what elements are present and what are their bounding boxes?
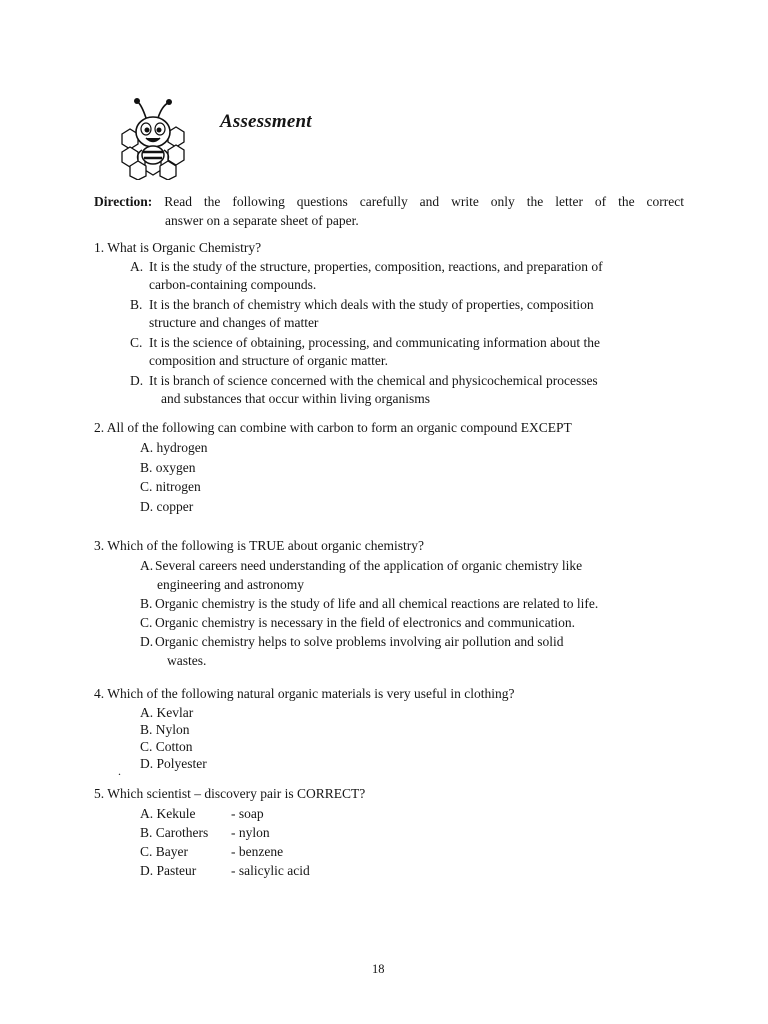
page-title: Assessment [220, 111, 312, 132]
option-b [140, 594, 684, 613]
option-text: nitrogen [155, 479, 201, 494]
option-a [130, 258, 684, 294]
question-4 [94, 684, 684, 772]
option-text: Nylon [155, 722, 190, 737]
option-text: hydrogen [156, 440, 208, 455]
option-text: copper [156, 498, 194, 514]
page-number: 18 [372, 962, 385, 976]
option-letter: B. [130, 297, 143, 312]
option-a [140, 804, 684, 823]
option-text: oxygen [155, 459, 196, 475]
option-d [130, 372, 684, 408]
option-letter: D. [130, 373, 144, 388]
question-stem: 4. Which of the following natural organic materials is very useful in clothing? [94, 686, 515, 701]
direction-label: Direction: [94, 194, 153, 209]
direction-text-1: Read the following questions carefully and write only the letter of the correct [164, 194, 685, 209]
option-text: Organic chemistry helps to solve problems involving air pollution and solid [155, 634, 564, 649]
option-letter: C. [140, 615, 153, 630]
option-c [140, 477, 684, 497]
option-text: It is the science of obtaining, processing, and communicating information about the [149, 335, 601, 350]
option-text: Organic chemistry is necessary in the field of electronics and communication. [155, 615, 575, 630]
option-text-continued: structure and changes of matter [149, 315, 319, 330]
option-letter: C. [140, 479, 153, 494]
option-text-continued: and substances that occur within living organisms [161, 391, 430, 406]
option-text-continued: engineering and astronomy [157, 577, 304, 592]
option-c [140, 738, 684, 755]
option-d [140, 632, 684, 670]
option-letter: A. [140, 558, 154, 573]
discovery-text: - benzene [231, 844, 284, 859]
scientist-name: Pasteur [156, 863, 197, 878]
option-letter: A. [140, 806, 154, 821]
option-b [140, 458, 684, 478]
option-letter: B. [140, 722, 153, 737]
question-stem: 2. All of the following can combine with carbon to form an organic compound EXCEPT [94, 420, 572, 435]
option-c [140, 613, 684, 632]
option-letter: C. [140, 844, 153, 859]
scientist-name: Carothers [155, 825, 209, 840]
question-3 [94, 536, 684, 670]
option-text: Polyester [156, 756, 207, 771]
option-letter: D. [140, 863, 154, 878]
discovery-text: - soap [231, 806, 264, 821]
option-a [140, 438, 684, 458]
option-d [140, 755, 684, 772]
option-b [140, 721, 684, 738]
question-1 [94, 238, 684, 408]
option-text: Cotton [155, 739, 193, 754]
option-text: It is the study of the structure, properties, composition, reactions, and preparation of [149, 259, 603, 274]
option-text: It is the branch of chemistry which deals with the study of properties, composition [149, 297, 594, 312]
question-stem: 3. Which of the following is TRUE about organic chemistry? [94, 538, 424, 553]
option-text: Organic chemistry is the study of life and all chemical reactions are related to life. [155, 596, 599, 611]
question-stem: 1. What is Organic Chemistry? [94, 240, 262, 255]
discovery-text: - nylon [231, 825, 270, 840]
option-letter: B. [140, 596, 153, 611]
option-b [140, 823, 684, 842]
option-text-continued: carbon-containing compounds. [149, 277, 317, 292]
question-stem: 5. Which scientist – discovery pair is CORRECT? [94, 786, 366, 801]
option-text: It is branch of science concerned with the chemical and physicochemical processes [149, 373, 598, 388]
option-text: Kevlar [156, 705, 194, 720]
option-text: Several careers need understanding of the application of organic chemistry like [155, 558, 583, 573]
option-letter: A. [130, 259, 144, 274]
option-letter: D. [140, 756, 154, 771]
option-letter: D. [140, 498, 154, 514]
option-d [140, 497, 684, 517]
scientist-name: Kekule [156, 806, 196, 821]
option-c [140, 842, 684, 861]
bee-mascot-icon [116, 96, 190, 180]
option-a [140, 556, 684, 594]
direction-text-2: answer on a separate sheet of paper. [165, 213, 359, 228]
direction-block [94, 192, 684, 230]
scientist-name: Bayer [155, 844, 188, 859]
question-5 [94, 784, 684, 880]
stray-mark: . [118, 764, 121, 778]
option-letter: B. [140, 825, 153, 840]
option-letter: C. [140, 739, 153, 754]
question-2 [94, 418, 684, 516]
option-a [140, 704, 684, 721]
option-letter: C. [130, 335, 143, 350]
option-letter: B. [140, 459, 153, 475]
option-c [130, 334, 684, 370]
option-b [130, 296, 684, 332]
direction-line-1 [94, 192, 684, 211]
option-letter: D. [140, 634, 154, 649]
option-text-continued: wastes. [167, 653, 207, 668]
discovery-text: - salicylic acid [231, 863, 310, 878]
option-text-continued: composition and structure of organic matter. [149, 353, 388, 368]
option-letter: A. [140, 440, 154, 455]
option-letter: A. [140, 705, 154, 720]
option-d [140, 861, 684, 880]
